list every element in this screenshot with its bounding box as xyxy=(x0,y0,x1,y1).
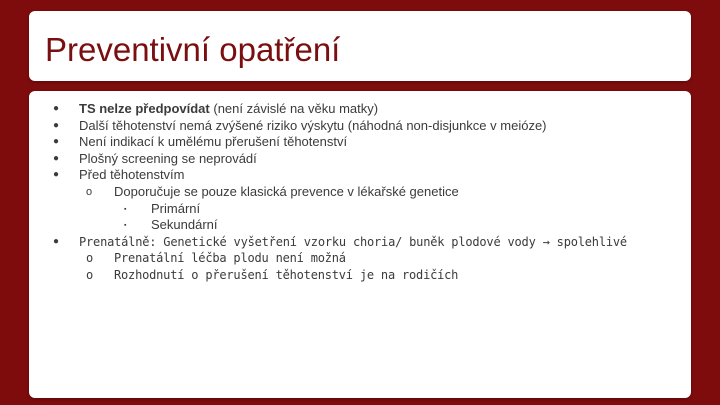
list-item xyxy=(29,118,691,135)
sub-list-item-text: Prenatální léčba plodu není možná xyxy=(114,251,346,266)
bullet-icon: ● xyxy=(53,136,60,148)
sub-list-item-text: Doporučuje se pouze klasická prevence v lékařské genetice xyxy=(114,183,459,199)
list-item-text: (není závislé na věku matky) xyxy=(209,101,379,116)
square-bullet-icon: ▪ xyxy=(124,205,127,213)
list-item-text: Není indikací k umělému přerušení těhotenství xyxy=(79,134,348,150)
bullet-icon: ● xyxy=(53,119,60,131)
sub-sub-list-item xyxy=(29,201,691,218)
bullet-icon: ● xyxy=(53,235,60,247)
list-item-text: Prenatálně: Genetické vyšetření vzorku choria/ buněk plodové vody → spolehlivé xyxy=(79,234,627,249)
sub-list-item xyxy=(29,184,691,201)
sub-sub-list-item-text: Sekundární xyxy=(151,217,218,233)
slide-title: Preventivní opatření xyxy=(45,31,341,68)
square-bullet-icon: ▪ xyxy=(124,222,127,230)
sub-sub-list-item xyxy=(29,217,691,234)
circle-bullet-icon: o xyxy=(86,251,94,266)
list-item-text: Další těhotenství nemá zvýšené riziko výskytu (náhodná non-disjunkce v meióze) xyxy=(79,117,547,133)
bullet-icon: ● xyxy=(53,103,60,114)
list-item-emphasis: TS nelze předpovídat xyxy=(79,101,210,116)
title-card xyxy=(29,11,691,81)
bullet-icon: ● xyxy=(53,152,60,164)
sub-list-item xyxy=(29,267,691,284)
sub-list-item xyxy=(29,250,691,267)
sub-list-item-text: Rozhodnutí o přerušení těhotenství je na rodičích xyxy=(114,267,459,282)
list-item-text: Před těhotenstvím xyxy=(79,167,185,183)
circle-bullet-icon: o xyxy=(86,185,93,198)
list-item xyxy=(29,167,691,184)
list-item xyxy=(29,101,691,118)
list-item xyxy=(29,151,691,168)
bullet-icon: ● xyxy=(53,169,60,181)
bullet-list xyxy=(29,101,691,284)
list-item xyxy=(29,134,691,151)
list-item xyxy=(29,234,691,251)
sub-sub-list-item-text: Primární xyxy=(151,200,201,216)
content-card xyxy=(29,91,691,398)
circle-bullet-icon: o xyxy=(86,267,94,282)
list-item-text: Plošný screening se neprovádí xyxy=(79,150,257,166)
